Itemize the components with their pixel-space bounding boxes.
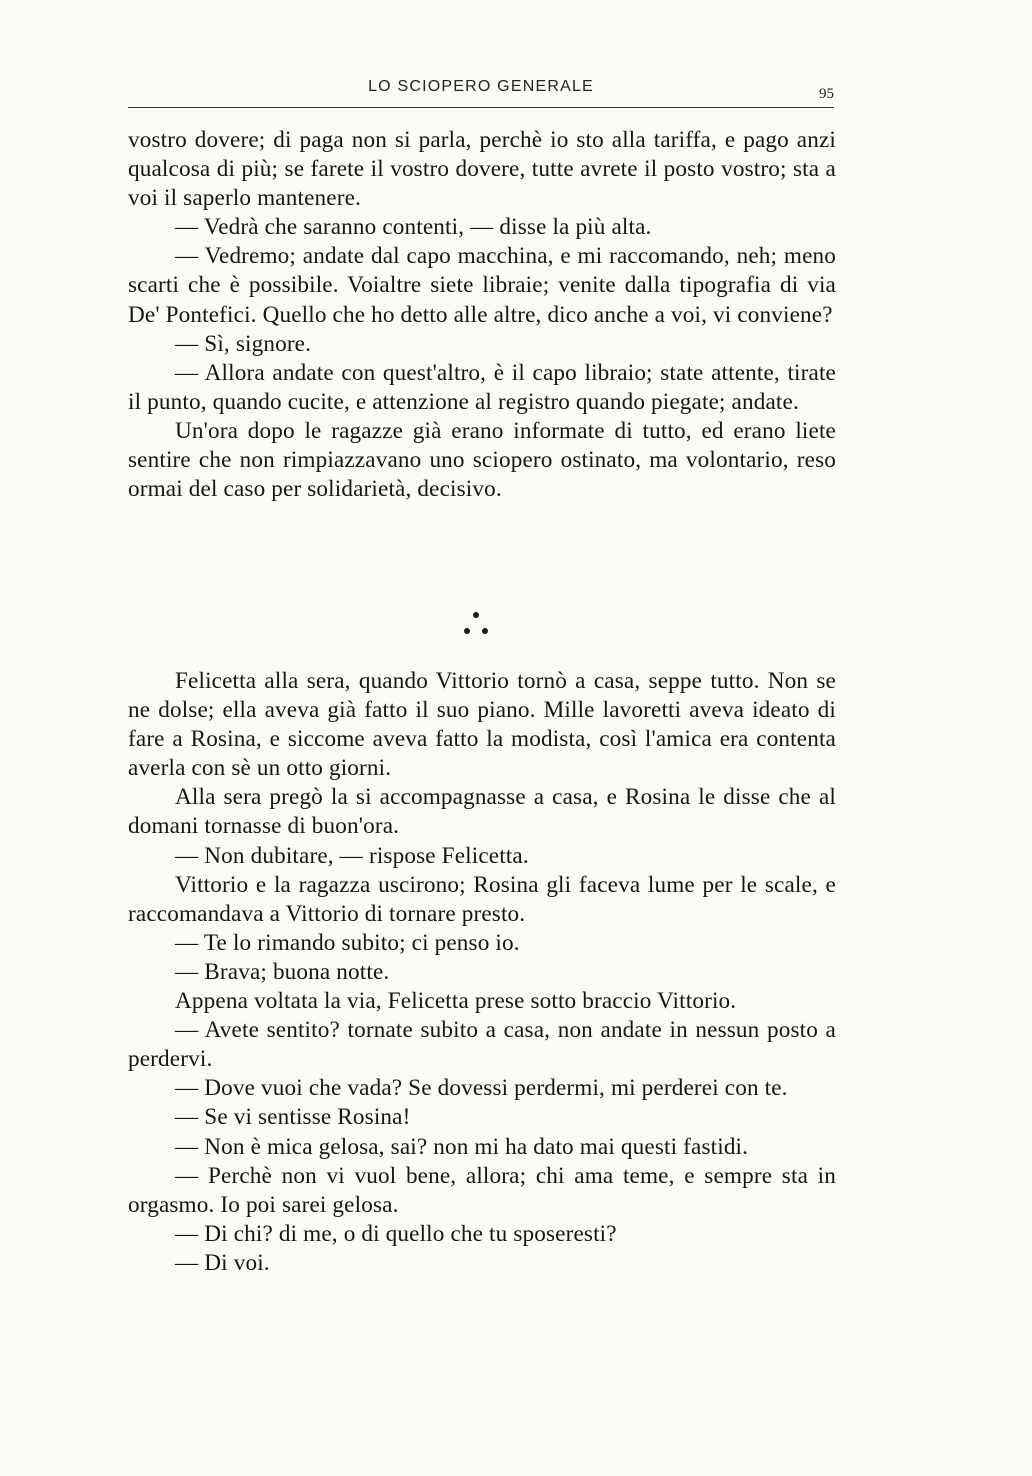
paragraph: Alla sera pregò la si accompagnasse a casa, e Rosina le disse che al domani tornasse di buon'ora. <box>128 784 836 840</box>
paragraph: — Perchè non vi vuol bene, allora; chi ama teme, e sempre sta in orgasmo. Io poi sarei gelosa. <box>128 1162 836 1218</box>
header-rule <box>128 107 834 108</box>
paragraph: — Allora andate con quest'altro, è il capo libraio; state attente, tirate il punto, quando cucite, e attenzione al registro quando piegate; andate. <box>128 359 836 415</box>
running-head <box>128 76 834 106</box>
asterism-dot <box>464 628 470 634</box>
paragraph: — Brava; buona notte. <box>175 958 390 985</box>
paragraph: Un'ora dopo le ragazze già erano informate di tutto, ed erano liete sentire che non rimpiazzavano uno sciopero ostinato, ma volontario, reso ormai del caso per solidarietà, decisivo. <box>128 417 836 503</box>
text-section-1 <box>128 126 836 504</box>
paragraph: — Vedremo; andate dal capo macchina, e mi raccomando, neh; meno scarti che è possibile. Voialtre siete libraie; venite dalla tipografia di via De' Pontefici. Quello che ho detto alle altre, dico anche a voi, vi conviene? <box>128 243 836 328</box>
asterism-dot <box>473 612 479 618</box>
paragraph: — Sì, signore. <box>175 330 312 357</box>
page-number: 95 <box>819 86 834 102</box>
running-title: LO SCIOPERO GENERALE <box>368 78 594 95</box>
paragraph: — Te lo rimando subito; ci penso io. <box>175 929 520 956</box>
paragraph: — Di chi? di me, o di quello che tu sposeresti? <box>175 1220 617 1247</box>
paragraph: Appena voltata la via, Felicetta prese sotto braccio Vittorio. <box>175 988 737 1015</box>
text-section-2 <box>128 667 836 1278</box>
paragraph: — Non è mica gelosa, sai? non mi ha dato mai questi fastidi. <box>175 1133 749 1160</box>
asterism-dot <box>482 628 488 634</box>
section-break-asterism <box>448 606 508 642</box>
paragraph: — Di voi. <box>175 1249 270 1276</box>
paragraph: — Avete sentito? tornate subito a casa, non andate in nessun posto a perdervi. <box>128 1017 836 1073</box>
paragraph: — Se vi sentisse Rosina! <box>175 1104 411 1131</box>
paragraph: Vittorio e la ragazza uscirono; Rosina gli faceva lume per le scale, e raccomandava a Vittorio di tornare presto. <box>128 871 836 927</box>
paragraph-continuation: vostro dovere; di paga non si parla, perchè io sto alla tariffa, e pago anzi qualcosa di più; se farete il vostro dovere, tutte avrete il posto vostro; sta a voi il saperlo mantenere. <box>128 127 836 212</box>
paragraph: Felicetta alla sera, quando Vittorio tornò a casa, seppe tutto. Non se ne dolse; ella aveva già fatto il suo piano. Mille lavoretti aveva ideato di fare a Rosina, e siccome aveva fatto la modista, così l'amica era contenta averla con sè un otto giorni. <box>128 668 836 782</box>
paragraph: — Dove vuoi che vada? Se dovessi perdermi, mi perderei con te. <box>175 1075 788 1102</box>
paragraph: — Non dubitare, — rispose Felicetta. <box>175 842 529 869</box>
paragraph: — Vedrà che saranno contenti, — disse la più alta. <box>175 214 652 241</box>
